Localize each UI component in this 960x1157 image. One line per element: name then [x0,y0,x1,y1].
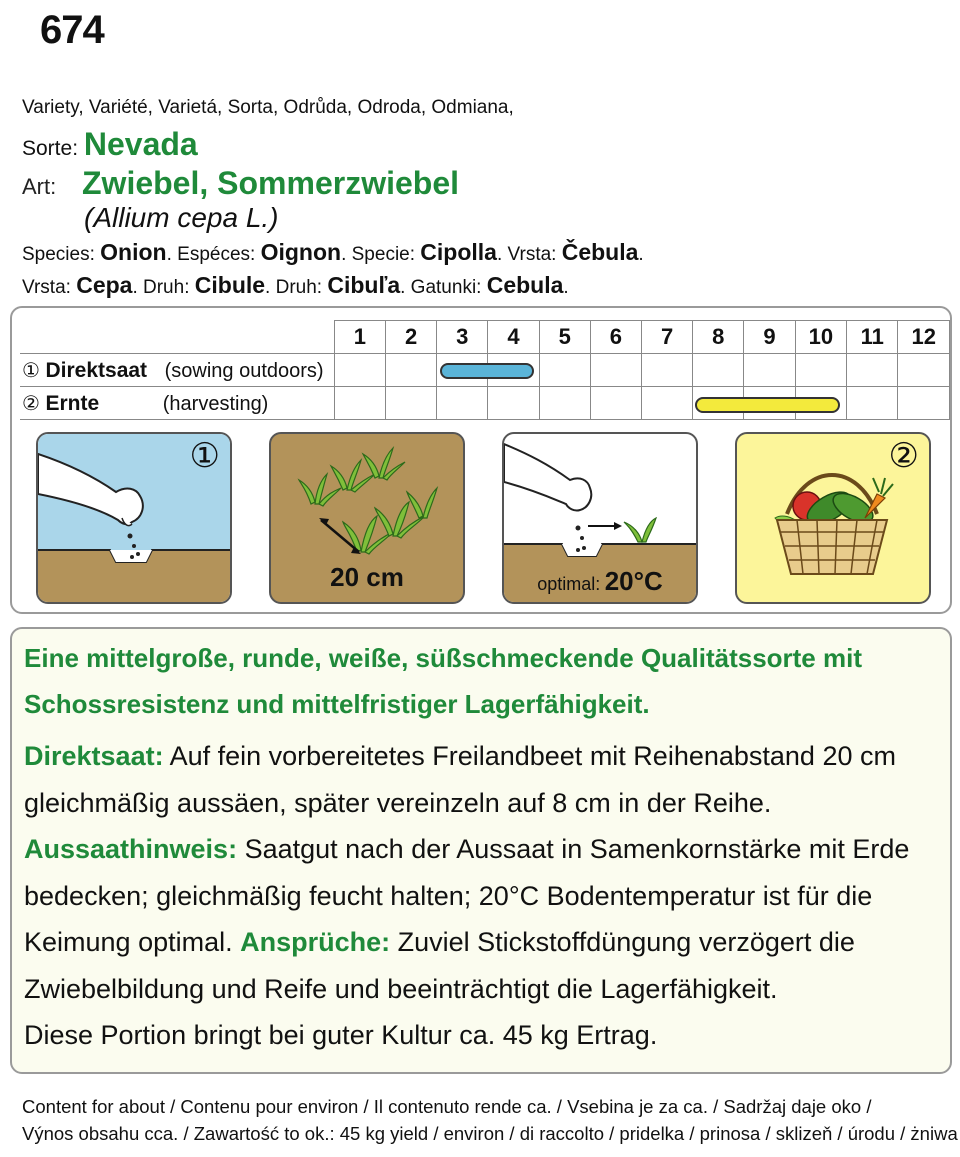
illustration-sowing [36,432,232,604]
month-7: 7 [642,321,693,354]
art-label: Art: [22,174,57,199]
month-9: 9 [744,321,795,354]
ansprueche-label: Ansprüche: [240,927,391,957]
species-label: . Druh: [265,277,328,298]
species-block [22,237,644,303]
species-name: Oignon [260,239,342,265]
sorte-name: Nevada [83,126,198,162]
spacing-label: 20 cm [330,562,404,592]
illustration-harvest [735,432,931,604]
art-line [22,165,459,202]
step-marker-2: ② [888,437,919,475]
direktsaat-text: Auf fein vorbereitetes Freilandbeet mit Reihenabstand 20 cm gleichmäßig aussäen, später vereinzeln auf 8 cm in der Reihe. [24,741,896,818]
calendar-header-row [20,321,950,354]
month-5: 5 [539,321,590,354]
latin-name: (Allium cepa L.) [84,202,279,233]
month-12: 12 [898,321,950,354]
species-name: Cibule [194,272,266,298]
species-line-1 [22,237,644,270]
month-10: 10 [795,321,846,354]
hinweis-text: Saatgut nach der Aussaat in Samenkornstärke mit Erde bedecken; gleichmäßig feucht halten; 20°C Bodentemperatur ist für die Keimung optimal. [24,834,910,957]
species-name: Cibuľa [327,272,401,298]
row-label-harvest [20,387,334,420]
species-name: Čebula [561,239,639,265]
species-name: Cebula [486,272,564,298]
step-marker-1: ① [189,437,220,475]
row-name: Ernte [45,391,100,415]
species-label: . Vrsta: [496,244,562,265]
row-marker: ② [22,392,40,415]
direktsaat-label: Direktsaat: [24,741,164,771]
sowing-period-bar [440,363,534,379]
month-3: 3 [437,321,488,354]
description-box [10,627,952,1074]
species-name: Onion [100,239,167,265]
illustration-temperature [502,432,698,604]
instructions [24,733,938,1059]
species-label: Species: [22,244,101,265]
row-note: (sowing outdoors) [164,359,324,382]
month-11: 11 [847,321,898,354]
harvest-period-bar [695,397,840,413]
variety-languages: Variety, Variété, Varietá, Sorta, Odrůda, Odroda, Odmiana, [22,97,514,118]
month-6: 6 [590,321,641,354]
footer-line-1: Content for about / Contenu pour environ / Il contenuto rende ca. / Vsebina je za ca. / Sadržaj daje oko / [22,1096,872,1117]
content-footer [22,1093,958,1147]
row-name: Direktsaat [45,358,148,382]
month-1: 1 [334,321,385,354]
species-label: . Druh: [132,277,195,298]
calendar-corner [20,321,334,354]
species-label: Vrsta: [22,277,77,298]
month-8: 8 [693,321,744,354]
species-label: . Specie: [341,244,421,265]
packet-number: 674 [40,8,104,52]
species-label: . Espéces: [166,244,261,265]
sorte-label: Sorte: [22,137,79,160]
art-name: Zwiebel, Sommerzwiebel [82,165,459,201]
temperature-value: 20°C [604,566,663,596]
row-note: (harvesting) [162,392,269,415]
species-label: . Gatunki: [400,277,487,298]
species-label: . [563,277,569,298]
hinweis-label: Aussaathinweis: [24,834,238,864]
temperature-prefix: optimal: [537,574,601,594]
row-label-sowing [20,354,334,387]
illustration-spacing [269,432,465,604]
month-2: 2 [385,321,436,354]
footer-line-2: Výnos obsahu cca. / Zawartość to ok.: 45 kg yield / environ / di raccolto / pridelka / prinosa / sklizeň / úrodu / żniwa [22,1123,958,1144]
calendar-box [10,306,952,614]
variety-intro: Eine mittelgroße, runde, weiße, süßschmeckende Qualitätssorte mit Schossresistenz und mittelfristiger Lagerfähigkeit. [24,643,862,719]
species-label: . [638,244,644,265]
species-line-2 [22,270,644,303]
ansprueche-text: Zuviel Stickstoffdüngung verzögert die Zwiebelbildung und Reife und beeinträchtigt die Lagerfähigkeit. [24,927,855,1004]
row-marker: ① [22,359,40,382]
temperature-label [504,566,696,597]
species-name: Cepa [76,272,133,298]
portion-text: Diese Portion bringt bei guter Kultur ca. 45 kg Ertrag. [24,1020,658,1050]
month-4: 4 [488,321,539,354]
species-name: Cipolla [420,239,497,265]
sorte-line [22,126,198,163]
